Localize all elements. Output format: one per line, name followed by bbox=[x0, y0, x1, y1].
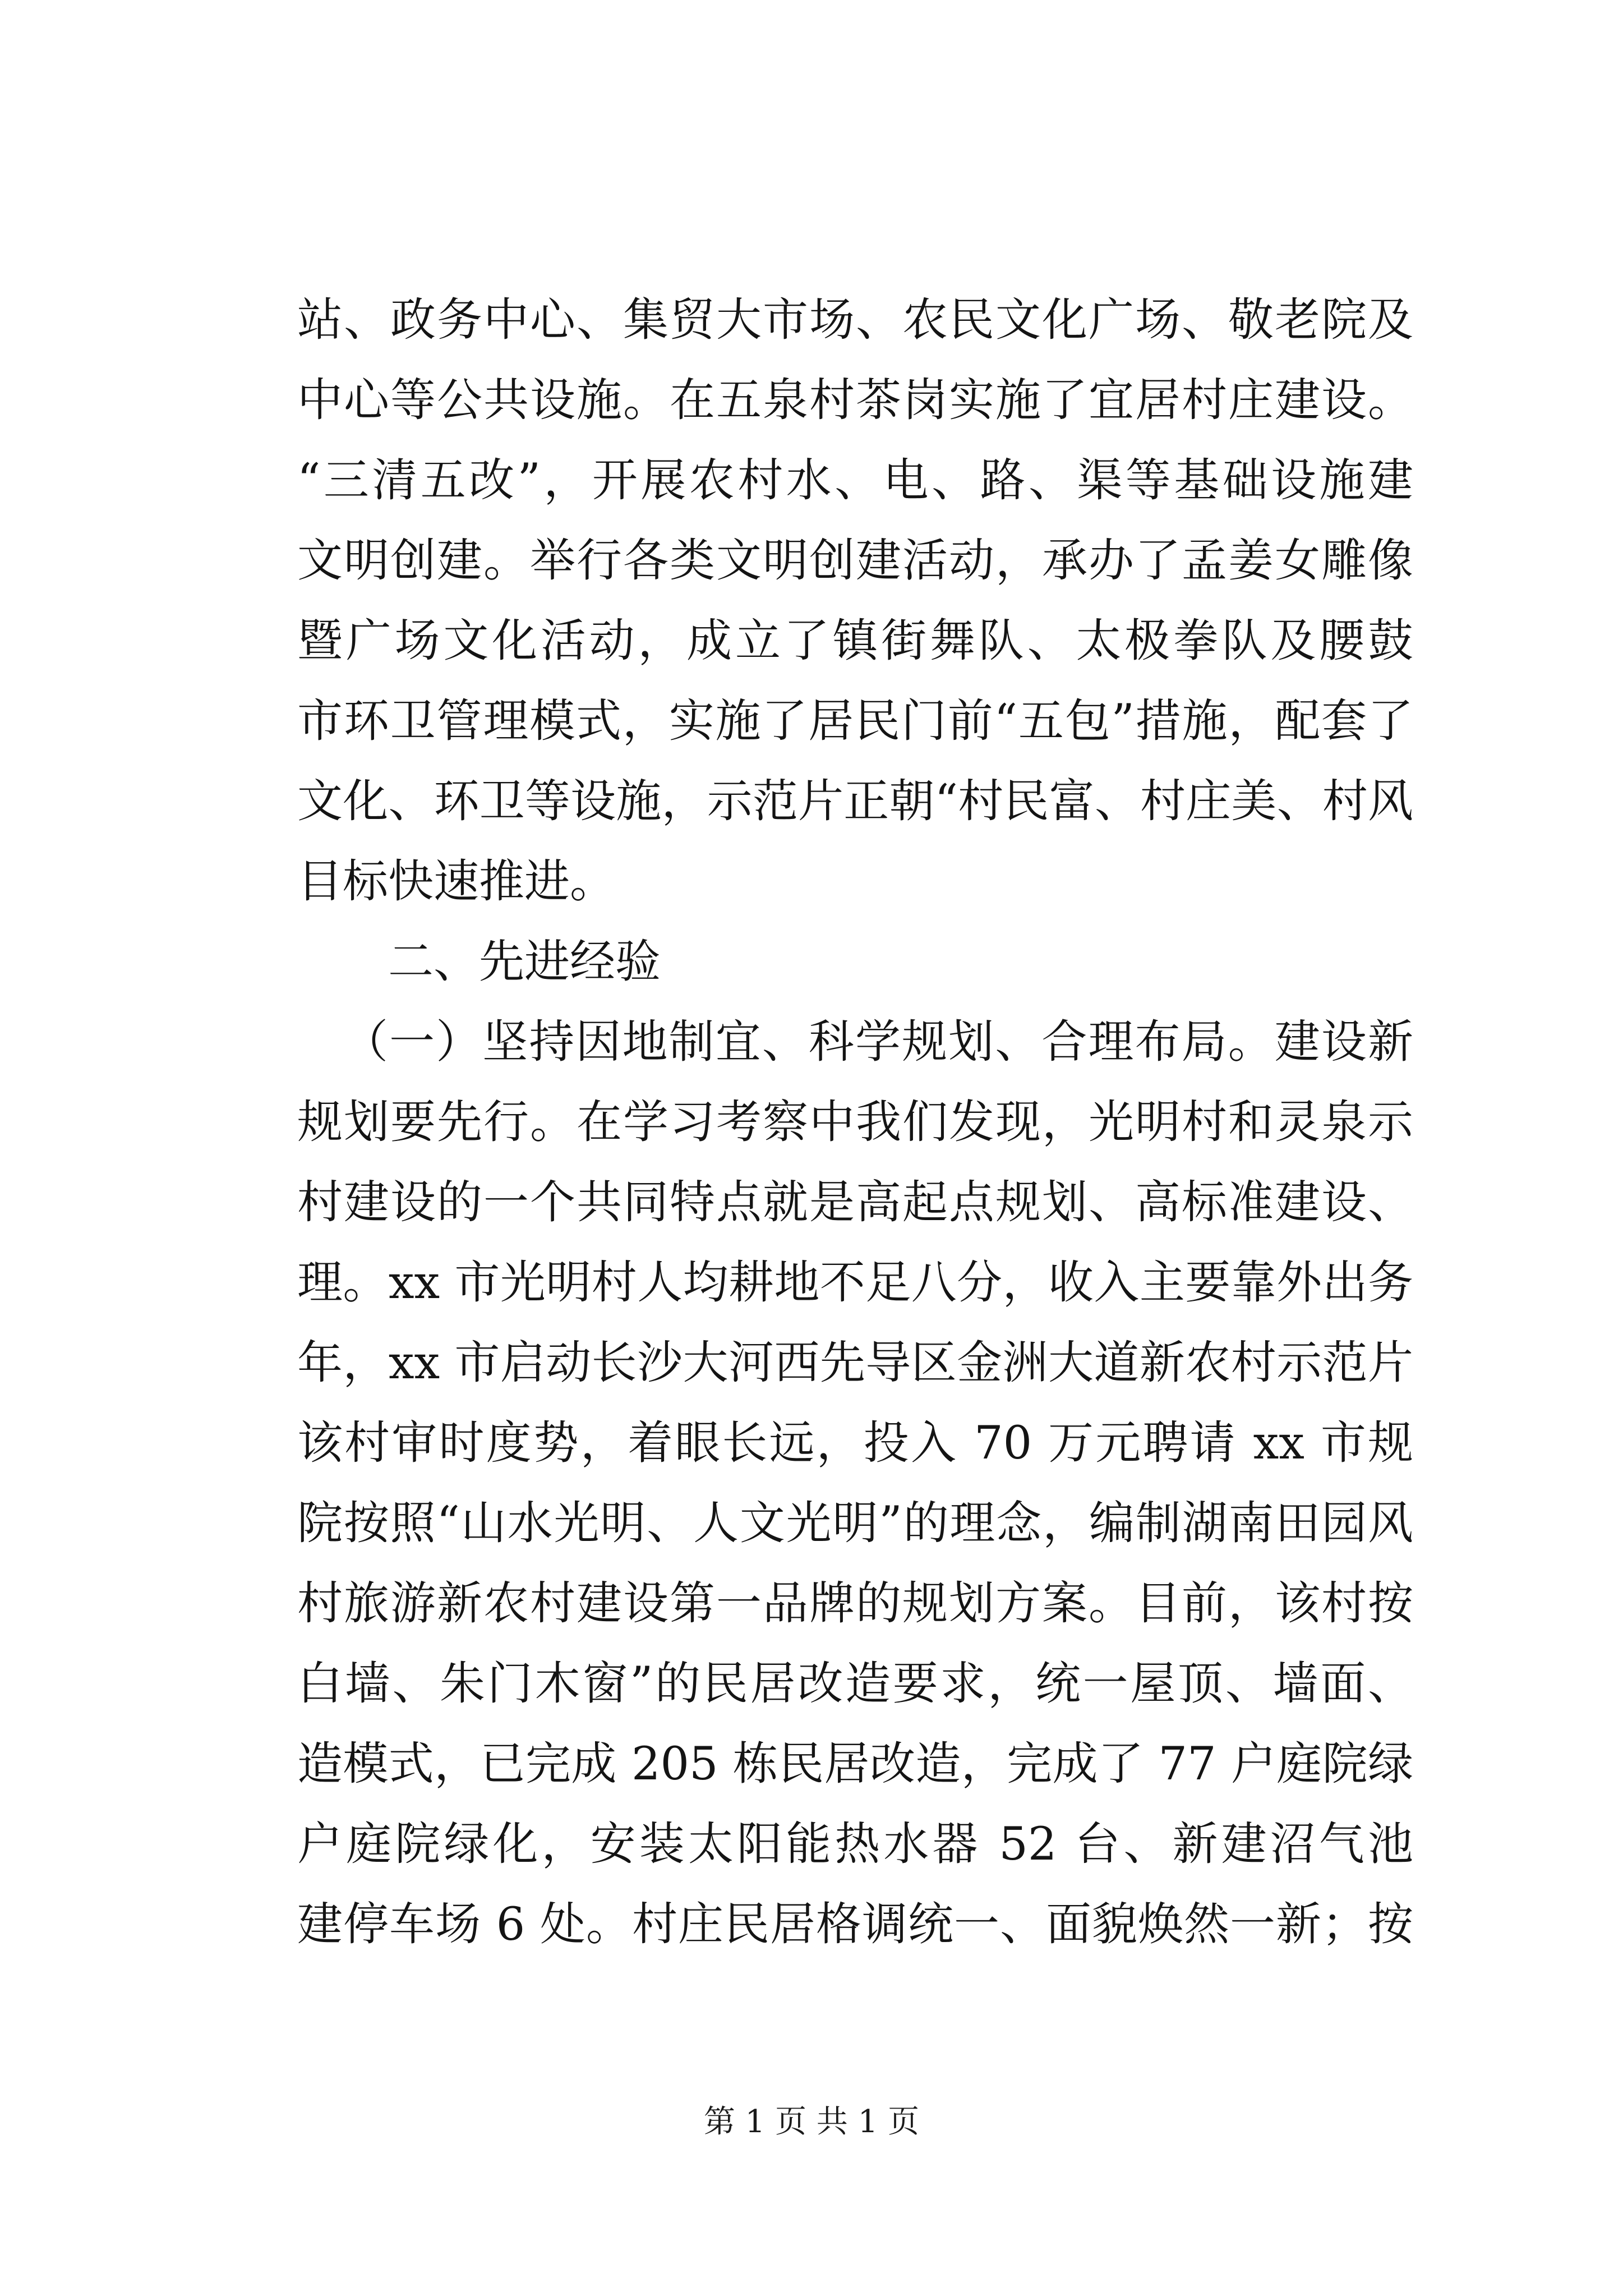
text-line: 目标快速推进。 bbox=[297, 855, 616, 908]
text-line: 中心等公共设施。在五泉村茶岗实施了宜居村庄建设。 bbox=[297, 374, 1413, 427]
text-line: 村旅游新农村建设第一品牌的规划方案。目前，该村按 bbox=[297, 1577, 1413, 1630]
text-line: 市环卫管理模式，实施了居民门前“五包”措施，配套了 bbox=[297, 695, 1413, 748]
text-line: 年，xx 市启动长沙大河西先导区金洲大道新农村示范片 bbox=[297, 1337, 1413, 1389]
text-line: 户庭院绿化，安装太阳能热水器 52 台、新建沼气池 bbox=[297, 1818, 1413, 1871]
page-number-footer: 第 1 页 共 1 页 bbox=[703, 2104, 920, 2140]
section-heading: 二、先进经验 bbox=[388, 936, 661, 988]
text-line: 暨广场文化活动，成立了镇街舞队、太极拳队及腰鼓 bbox=[297, 615, 1413, 668]
text-line: 造模式，已完成 205 栋民居改造，完成了 77 户庭院绿 bbox=[297, 1738, 1413, 1791]
text-line: 理。xx 市光明村人均耕地不足八分，收入主要靠外出务 bbox=[297, 1257, 1413, 1309]
text-line: 院按照“山水光明、人文光明”的理念，编制湖南田园风 bbox=[297, 1497, 1413, 1550]
text-line: 建停车场 6 处。村庄民居格调统一、面貌焕然一新；按 bbox=[297, 1898, 1413, 1951]
text-line: 规划要先行。在学习考察中我们发现，光明村和灵泉示 bbox=[297, 1096, 1413, 1149]
text-line: 站、政务中心、集贸大市场、农民文化广场、敬老院及 bbox=[297, 294, 1413, 347]
text-line: 该村审时度势，着眼长远，投入 70 万元聘请 xx 市规 bbox=[297, 1417, 1413, 1470]
text-line: 村建设的一个共同特点就是高起点规划、高标准建设、 bbox=[297, 1176, 1413, 1229]
text-line: 文化、环卫等设施，示范片正朝“村民富、村庄美、村风 bbox=[297, 775, 1413, 828]
subsection-heading-line: （一）坚持因地制宜、科学规划、合理布局。建设新 bbox=[343, 1016, 1413, 1069]
text-line: 文明创建。举行各类文明创建活动，承办了孟姜女雕像 bbox=[297, 535, 1413, 587]
text-line: 白墙、朱门木窗”的民居改造要求，统一屋顶、墙面、 bbox=[297, 1658, 1413, 1710]
text-line: “三清五改”，开展农村水、电、路、渠等基础设施建 bbox=[297, 454, 1413, 507]
document-body bbox=[297, 280, 1413, 1965]
